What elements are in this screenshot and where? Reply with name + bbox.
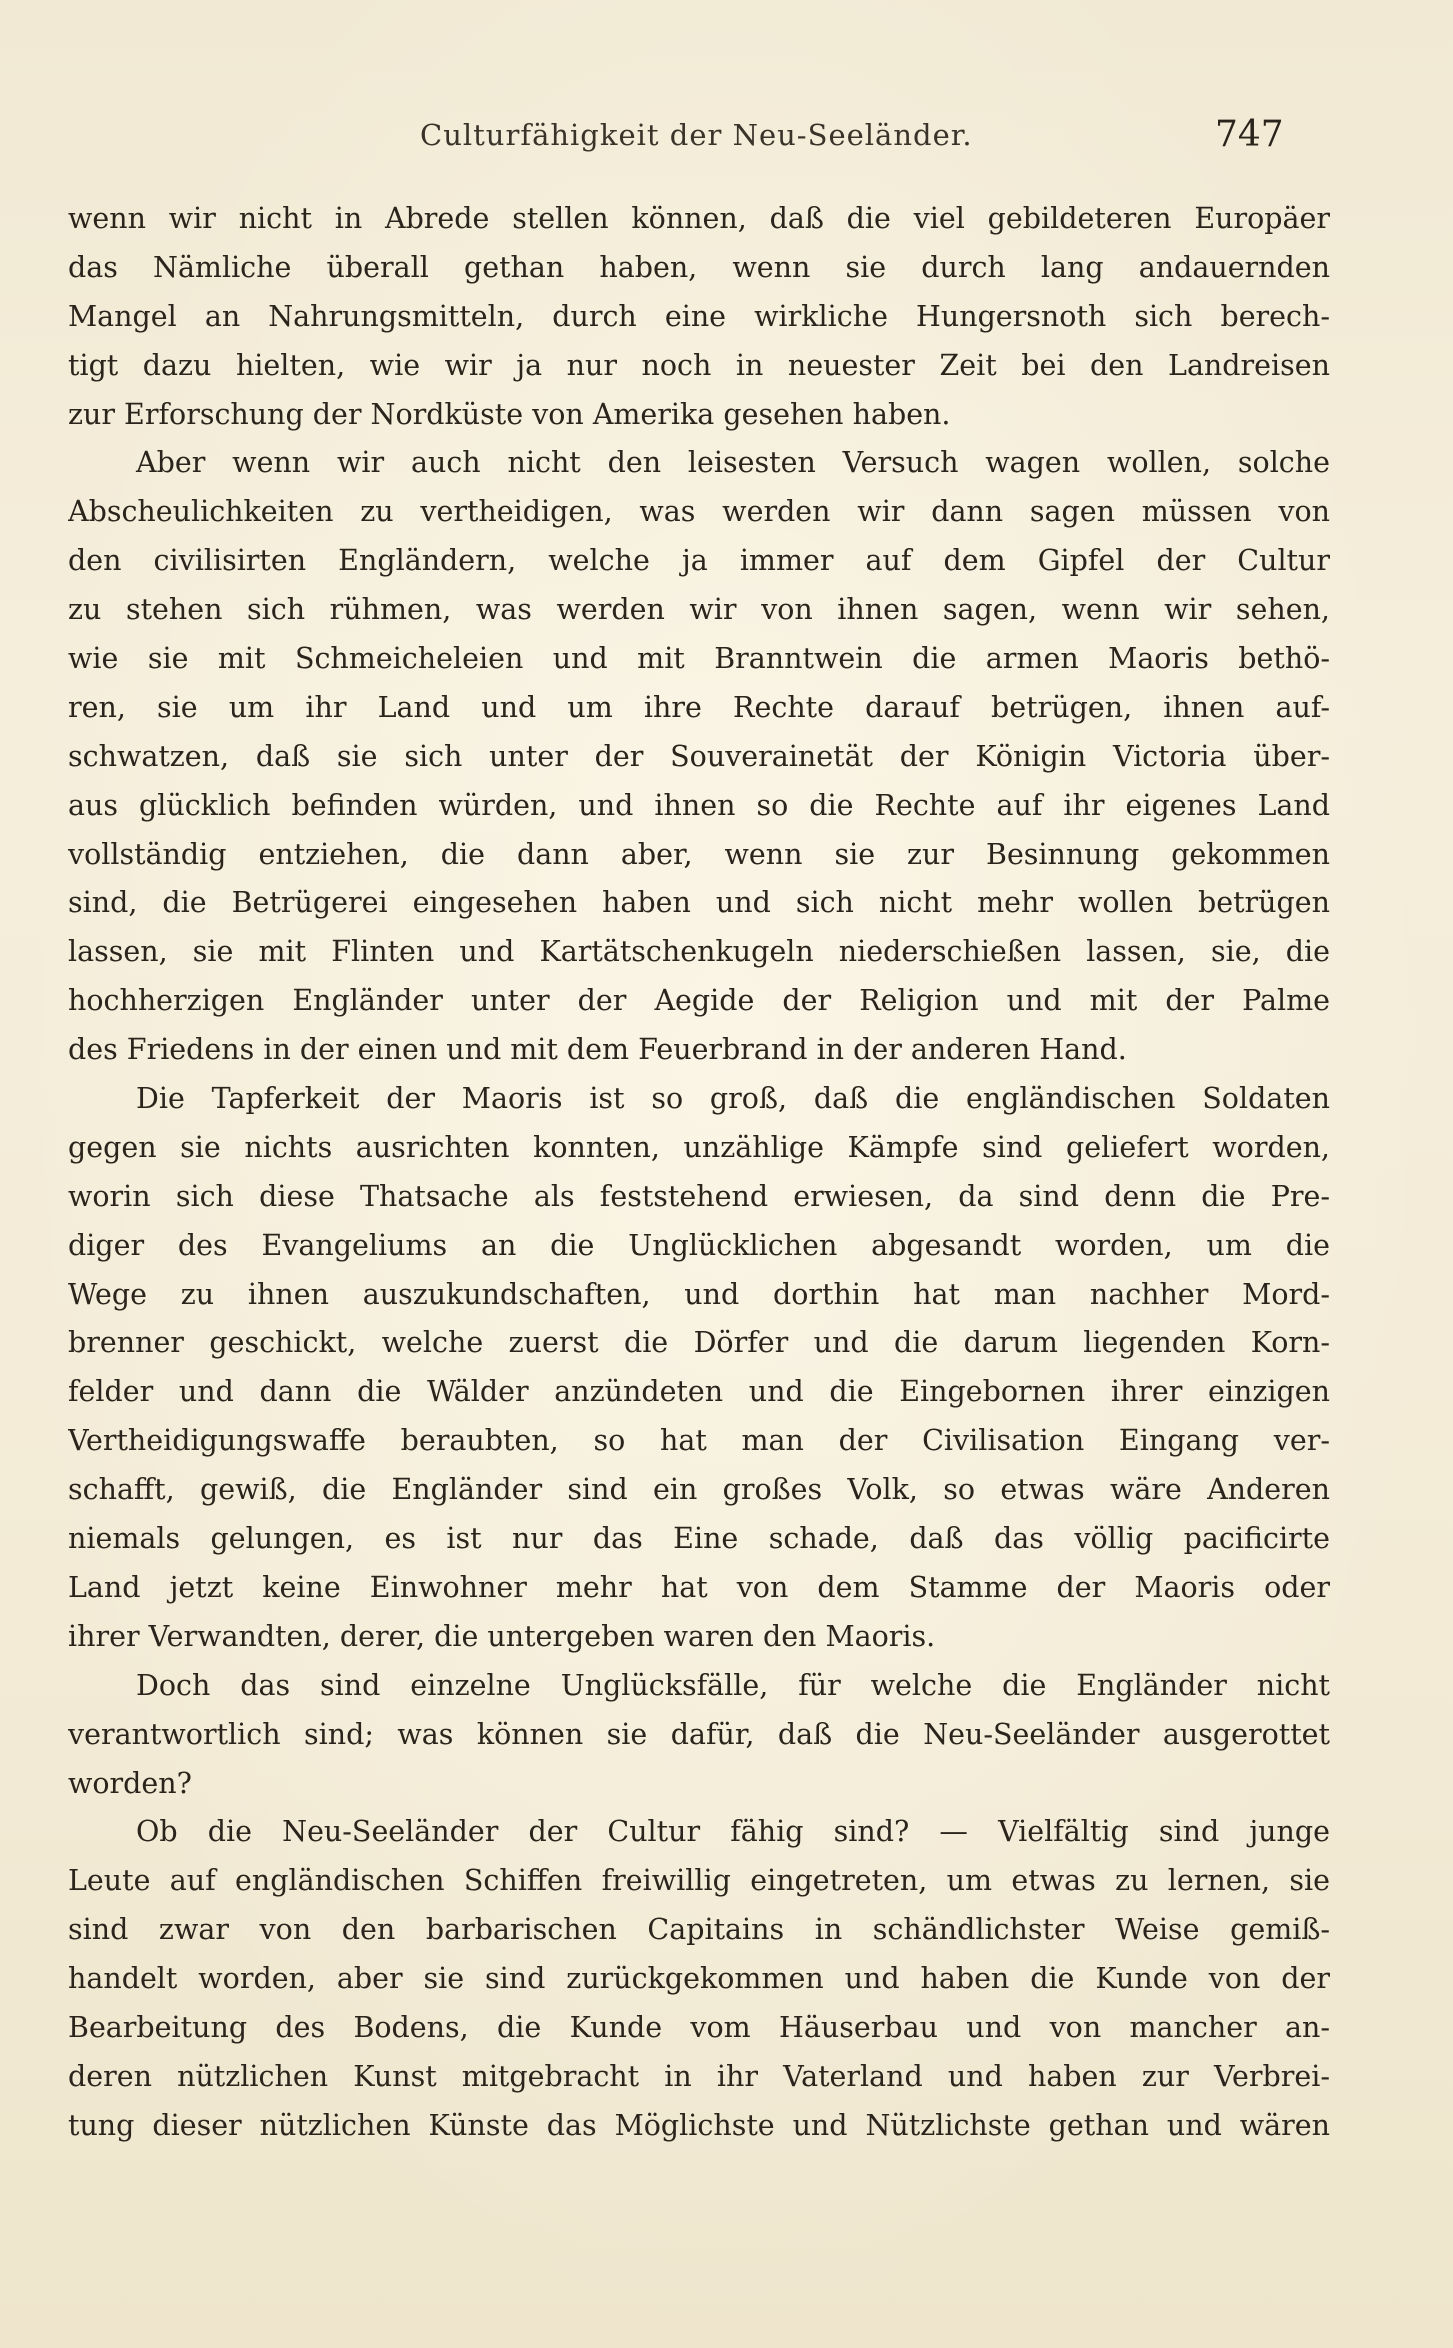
text-line: Vertheidigungswaffe beraubten, so hat man der Civilisation Eingang ver- [68,1424,1330,1458]
text-line: sind, die Betrügerei eingesehen haben und sich nicht mehr wollen betrügen [68,886,1330,920]
text-line: brenner geschickt, welche zuerst die Dörfer und die darum liegenden Korn- [68,1326,1330,1360]
text-line: vollständig entziehen, die dann aber, wenn sie zur Besinnung gekommen [68,837,1330,871]
text-line: Land jetzt keine Einwohner mehr hat von dem Stamme der Maoris oder [68,1570,1330,1604]
text-line: aus glücklich befinden würden, und ihnen so die Rechte auf ihr eigenes Land [68,788,1330,822]
text-line: Abscheulichkeiten zu vertheidigen, was werden wir dann sagen müssen von [68,495,1330,529]
text-line: das Nämliche überall gethan haben, wenn sie durch lang andauernden [68,250,1330,284]
text-line: ihrer Verwandten, derer, die untergeben waren den Maoris. [68,1619,936,1653]
text-line: Doch das sind einzelne Unglücksfälle, für welche die Engländer nicht [136,1668,1330,1702]
text-line: niemals gelungen, es ist nur das Eine schade, daß das völlig pacificirte [68,1522,1330,1556]
text-line: Wege zu ihnen auszukundschaften, und dorthin hat man nachher Mord- [68,1277,1330,1311]
text-line: zu stehen sich rühmen, was werden wir von ihnen sagen, wenn wir sehen, [68,593,1330,627]
text-line: handelt worden, aber sie sind zurückgekommen und haben die Kunde von der [68,1962,1330,1996]
text-line: deren nützlichen Kunst mitgebracht in ihr Vaterland und haben zur Verbrei- [68,2059,1330,2093]
text-line: wenn wir nicht in Abrede stellen können, daß die viel gebildeteren Europäer [68,202,1330,235]
body-text [68,195,1330,2151]
text-line: ren, sie um ihr Land und um ihre Rechte darauf betrügen, ihnen auf- [68,690,1330,724]
text-line: felder und dann die Wälder anzündeten und die Eingebornen ihrer einzigen [68,1375,1330,1409]
text-line: Mangel an Nahrungsmitteln, durch eine wirkliche Hungersnoth sich berech- [68,299,1330,333]
text-line: Aber wenn wir auch nicht den leisesten Versuch wagen wollen, solche [136,446,1330,480]
text-line: worin sich diese Thatsache als feststehend erwiesen, da sind denn die Pre- [68,1179,1330,1213]
text-line: verantwortlich sind; was können sie dafür, daß die Neu-Seeländer ausgerottet [68,1717,1330,1751]
text-line: Ob die Neu-Seeländer der Cultur fähig sind? — Vielfältig sind junge [136,1815,1330,1849]
text-line: lassen, sie mit Flinten und Kartätschenkugeln niederschießen lassen, sie, die [68,935,1330,969]
text-line: hochherzigen Engländer unter der Aegide der Religion und mit der Palme [68,984,1330,1018]
text-line: worden? [68,1766,192,1800]
text-line: zur Erforschung der Nordküste von Amerika gesehen haben. [68,397,951,431]
text-line: diger des Evangeliums an die Unglücklichen abgesandt worden, um die [68,1228,1330,1262]
text-line: Bearbeitung des Bodens, die Kunde vom Häuserbau und von mancher an- [68,2010,1330,2044]
text-line: des Friedens in der einen und mit dem Feuerbrand in der anderen Hand. [68,1033,1127,1067]
text-line: Leute auf engländischen Schiffen freiwillig eingetreten, um etwas zu lernen, sie [68,1864,1330,1898]
text-line: wie sie mit Schmeicheleien und mit Branntwein die armen Maoris bethö- [68,642,1330,676]
text-line: gegen sie nichts ausrichten konnten, unzählige Kämpfe sind geliefert worden, [68,1130,1330,1164]
text-line: den civilisirten Engländern, welche ja immer auf dem Gipfel der Cultur [68,544,1330,578]
text-line: schafft, gewiß, die Engländer sind ein großes Volk, so etwas wäre Anderen [68,1473,1330,1507]
running-head [0,114,1453,168]
text-line: tigt dazu hielten, wie wir ja nur noch in neuester Zeit bei den Landreisen [68,348,1330,382]
page-number: 747 [1215,114,1284,155]
text-line: Die Tapferkeit der Maoris ist so groß, daß die engländischen Soldaten [136,1082,1330,1116]
text-line: sind zwar von den barbarischen Capitains in schändlichster Weise gemiß- [68,1913,1330,1947]
running-title: Culturfähigkeit der Neu-Seeländer. [420,118,973,152]
text-line: schwatzen, daß sie sich unter der Souverainetät der Königin Victoria über- [68,739,1330,773]
text-line: tung dieser nützlichen Künste das Möglichste und Nützlichste gethan und wären [68,2108,1330,2142]
